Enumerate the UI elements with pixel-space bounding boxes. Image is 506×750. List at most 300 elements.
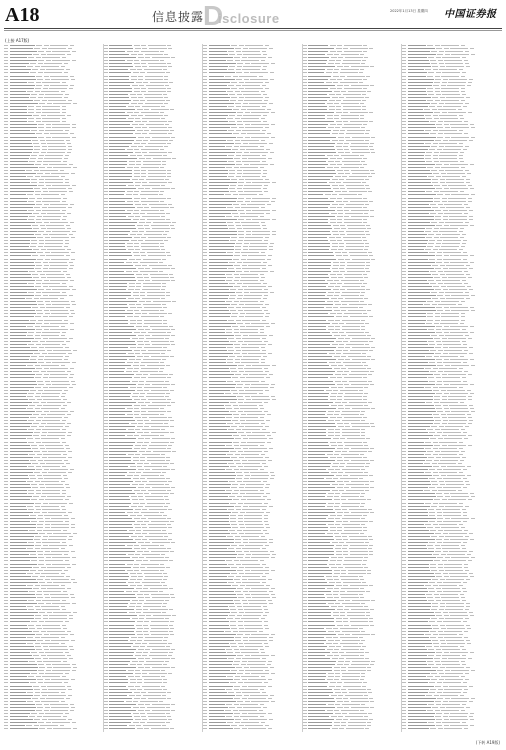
table-cell [10,609,27,610]
table-cell [209,124,236,125]
table-cell [242,320,260,321]
table-cell [4,100,8,101]
table-cell [52,185,70,186]
table-cell [234,686,240,687]
table-cell [4,689,8,690]
table-cell [259,76,263,77]
table-cell [209,649,225,650]
table-cell [36,442,41,443]
table-cell [238,100,243,101]
table-cell [4,149,8,150]
table-cell [4,374,8,375]
table-cell [251,475,269,476]
table-cell [143,560,148,561]
table-cell [30,63,36,64]
table-cell [144,521,149,522]
table-cell [167,170,171,171]
table-cell [167,448,171,449]
table-cell [49,234,67,235]
table-cell [236,225,241,226]
table-cell [34,188,40,189]
table-cell [43,661,61,662]
table-cell [243,448,248,449]
table-cell [209,252,226,253]
table-cell [10,634,35,635]
table-cell [234,301,239,302]
table-cell [142,298,160,299]
table-cell [4,408,8,409]
table-cell [65,521,69,522]
table-cell [234,344,240,345]
table-cell [231,45,237,46]
table-cell [137,69,142,70]
table-cell [4,225,8,226]
table-cell [64,570,68,571]
table-cell [239,628,244,629]
table-cell [37,597,43,598]
table-cell [134,60,139,61]
table-cell [262,225,266,226]
table-cell [308,121,334,122]
table-cell [237,201,243,202]
table-cell [150,631,168,632]
table-cell [37,198,42,199]
table-cell [109,707,131,708]
table-cell [235,359,240,360]
table-cell [252,234,270,235]
table-cell [137,323,142,324]
table-cell [237,137,243,138]
table-cell [109,423,129,424]
table-cell [147,457,165,458]
table-cell [170,521,174,522]
table-cell [203,332,207,333]
table-cell [209,158,233,159]
table-cell [72,664,76,665]
table-cell [109,484,130,485]
table-cell [267,435,271,436]
table-cell [41,637,59,638]
table-cell [209,292,235,293]
table-cell [245,457,263,458]
table-cell [351,85,369,86]
table-cell [4,661,8,662]
table-cell [70,704,74,705]
table-cell [4,493,8,494]
table-cell [10,271,28,272]
table-cell [10,405,28,406]
table-cell [46,664,51,665]
table-cell [104,725,108,726]
table-cell [104,466,108,467]
table-cell [164,146,168,147]
table-cell [344,79,362,80]
table-cell [140,460,145,461]
table-cell [4,637,8,638]
table-cell [271,570,275,571]
table-cell [143,359,161,360]
table-cell [168,481,172,482]
table-cell [104,289,108,290]
table-cell [268,579,272,580]
table-cell [37,551,43,552]
table-cell [203,432,207,433]
table-cell [140,213,145,214]
table-cell [38,664,44,665]
table-cell [109,85,130,86]
table-cell [229,173,235,174]
table-cell [264,100,268,101]
table-cell [303,63,307,64]
table-cell [145,146,163,147]
table-cell [237,481,242,482]
table-cell [104,564,108,565]
table-cell [209,222,226,223]
table-cell [227,118,233,119]
table-cell [10,219,27,220]
table-cell [303,118,307,119]
table-cell [228,225,234,226]
table-cell [72,564,76,565]
table-cell [163,515,167,516]
table-cell [269,249,273,250]
table-cell [209,460,233,461]
table-cell [209,359,226,360]
table-cell [10,234,34,235]
table-cell [10,554,29,555]
table-cell [137,515,142,516]
table-cell [38,554,43,555]
table-cell [170,356,174,357]
table-cell [263,481,267,482]
table-cell [128,216,134,217]
table-cell [243,374,248,375]
table-cell [109,679,128,680]
table-cell [241,362,259,363]
table-cell [42,201,60,202]
table-cell [143,695,161,696]
table-cell [238,515,243,516]
table-cell [262,564,266,565]
table-cell [245,588,250,589]
table-cell [209,356,228,357]
table-cell [4,384,8,385]
table-cell [227,347,233,348]
table-cell [369,48,373,49]
publication-date: 2022年1月13日 星期四 [390,9,428,13]
table-cell [64,417,68,418]
table-cell [144,307,162,308]
table-cell [152,57,170,58]
table-cell [4,323,8,324]
table-cell [104,103,108,104]
table-cell [141,63,146,64]
table-cell [203,94,207,95]
table-cell [244,466,262,467]
table-cell [109,692,132,693]
table-cell [246,493,264,494]
table-cell [30,460,36,461]
table-cell [209,582,227,583]
table-cell [35,234,41,235]
table-cell [203,609,207,610]
table-cell [109,301,137,302]
table-cell [109,295,131,296]
table-cell [104,585,108,586]
table-cell [10,374,35,375]
table-cell [127,408,133,409]
table-cell [43,545,48,546]
table-cell [136,606,141,607]
table-cell [104,344,108,345]
table-cell [251,634,269,635]
table-cell [10,643,26,644]
table-cell [168,182,172,183]
table-cell [147,292,165,293]
table-cell [44,704,49,705]
table-cell [203,542,207,543]
table-cell [134,310,139,311]
table-cell [203,640,207,641]
table-cell [203,655,207,656]
table-cell [104,411,108,412]
table-cell [32,69,38,70]
table-cell [104,478,108,479]
table-cell [308,155,325,156]
table-cell [142,216,160,217]
table-cell [109,353,126,354]
table-cell [10,335,26,336]
table-cell [170,420,174,421]
table-cell [209,323,236,324]
table-cell [149,133,167,134]
table-cell [37,259,43,260]
table-cell [232,326,238,327]
table-cell [143,725,161,726]
table-cell [227,359,233,360]
table-cell [45,597,50,598]
table-cell [135,655,141,656]
table-cell [164,97,168,98]
table-cell [30,554,36,555]
table-cell [209,643,229,644]
table-cell [172,301,176,302]
table-cell [4,472,8,473]
table-cell [144,579,162,580]
table-cell [109,725,127,726]
table-cell [35,536,41,537]
table-cell [40,69,45,70]
table-cell [244,515,262,516]
table-cell [203,466,207,467]
table-cell [260,216,264,217]
table-cell [203,499,207,500]
table-cell [371,137,375,138]
table-cell [45,679,50,680]
table-cell [10,310,35,311]
table-cell [203,88,207,89]
table-cell [141,405,146,406]
table-cell [69,536,73,537]
table-cell [209,133,232,134]
table-cell [160,167,164,168]
table-cell [32,487,38,488]
table-cell [231,316,237,317]
table-cell [146,222,151,223]
table-cell [43,536,48,537]
table-cell [227,381,233,382]
table-cell [162,606,166,607]
table-cell [62,676,66,677]
table-cell [109,246,125,247]
table-cell [165,381,169,382]
table-cell [209,365,237,366]
table-cell [139,222,145,223]
table-cell [46,140,64,141]
table-cell [4,60,8,61]
table-cell [68,207,72,208]
table-cell [268,353,272,354]
table-cell [163,234,167,235]
table-cell [35,88,41,89]
table-cell [47,667,52,668]
table-cell [109,313,133,314]
table-cell [246,512,264,513]
table-cell [228,582,234,583]
table-cell [238,518,243,519]
table-cell [135,417,141,418]
table-cell [240,649,258,650]
table-cell [46,304,51,305]
table-cell [170,390,174,391]
table-cell [231,426,237,427]
table-cell [165,484,169,485]
table-cell [165,661,169,662]
table-cell [267,442,271,443]
table-cell [68,457,72,458]
table-cell [65,356,69,357]
table-cell [151,728,169,729]
table-cell [269,374,273,375]
table-cell [234,704,239,705]
table-cell [104,615,108,616]
table-cell [262,161,266,162]
table-cell [53,728,71,729]
table-cell [36,609,41,610]
newspaper-masthead-logo: 中国证券报 [444,9,497,20]
table-cell [203,72,207,73]
table-cell [45,79,50,80]
table-cell [203,533,207,534]
table-cell [340,72,358,73]
table-cell [152,335,170,336]
table-cell [303,69,307,70]
table-cell [151,225,169,226]
table-cell [147,503,165,504]
table-cell [148,170,166,171]
table-cell [10,265,35,266]
table-cell [243,228,261,229]
table-cell [237,634,243,635]
table-cell [203,512,207,513]
table-cell [134,524,140,525]
table-cell [228,130,234,131]
table-cell [109,109,135,110]
table-cell [260,704,264,705]
table-cell [69,618,73,619]
table-cell [73,350,77,351]
table-cell [147,252,165,253]
table-cell [127,191,133,192]
table-cell [152,438,170,439]
table-cell [133,100,139,101]
table-cell [109,463,135,464]
table-cell [227,618,233,619]
table-cell [209,499,232,500]
table-cell [4,161,8,162]
table-cell [169,652,173,653]
table-cell [236,152,242,153]
table-cell [203,695,207,696]
table-cell [44,72,62,73]
table-cell [104,179,108,180]
table-cell [45,381,50,382]
table-cell [4,542,8,543]
table-cell [327,115,333,116]
table-cell [209,130,227,131]
table-cell [170,277,174,278]
table-cell [260,329,264,330]
table-cell [34,170,39,171]
table-cell [170,130,174,131]
table-cell [10,625,27,626]
table-cell [237,496,242,497]
table-cell [240,408,258,409]
table-cell [148,377,166,378]
table-cell [34,298,39,299]
table-cell [271,634,275,635]
table-cell [209,167,225,168]
table-cell [44,246,62,247]
table-cell [203,518,207,519]
table-cell [70,329,74,330]
table-cell [42,625,60,626]
table-cell [46,384,51,385]
table-cell [235,252,240,253]
table-cell [344,149,349,150]
table-cell [340,130,345,131]
table-cell [104,301,108,302]
table-cell [249,143,267,144]
table-cell [209,191,229,192]
table-cell [141,191,159,192]
table-cell [244,368,262,369]
table-cell [243,707,261,708]
table-cell [104,554,108,555]
table-cell [61,438,65,439]
table-cell [203,79,207,80]
table-cell [134,698,140,699]
table-cell [10,429,27,430]
table-cell [203,475,207,476]
table-cell [230,191,236,192]
table-cell [209,597,237,598]
table-cell [4,490,8,491]
table-cell [38,557,44,558]
table-cell [209,435,232,436]
table-cell [203,210,207,211]
table-cell [252,597,270,598]
